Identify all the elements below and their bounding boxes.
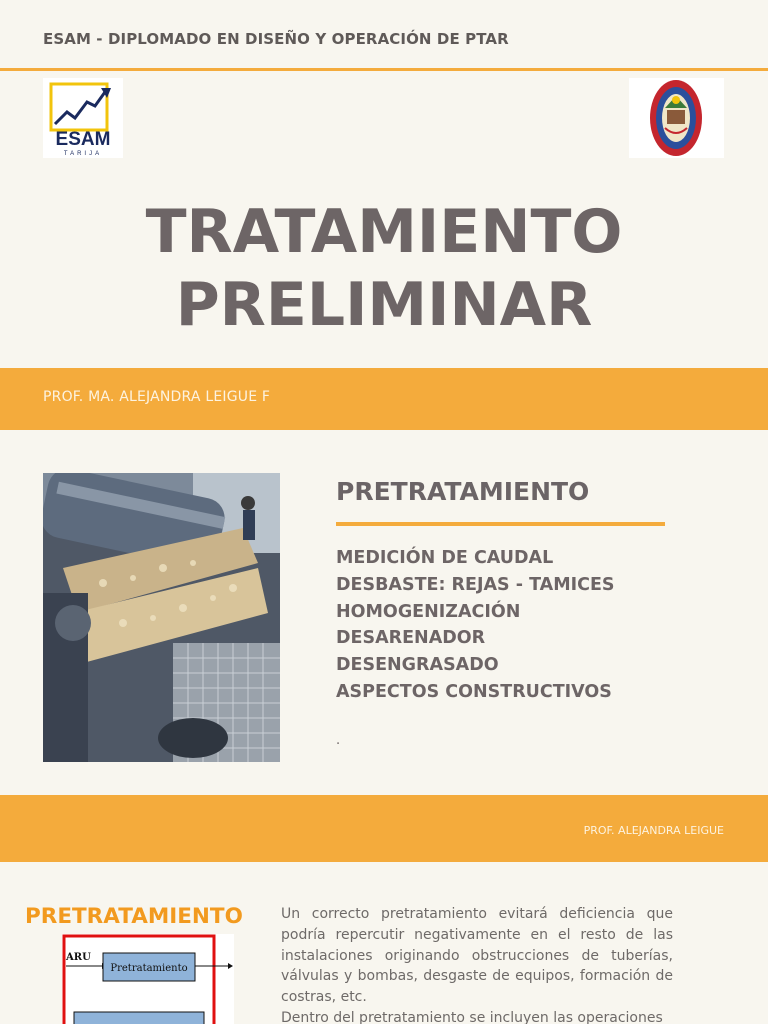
footer-author: PROF. ALEJANDRA LEIGUE [583, 824, 724, 837]
description-paragraph-1: Un correcto pretratamiento evitará deficiencia que podría repercutir negativamente en el resto de las instalaciones originando obstrucciones de tuberías, válvulas y bombas, desgaste de equipos, formación de costras, etc. [281, 906, 673, 1006]
list-item: DESARENADOR [336, 628, 486, 649]
diagram-box-label: Pretratamiento [110, 963, 188, 974]
pretratamiento-description [281, 904, 673, 1024]
list-item: HOMOGENIZACIÓN [336, 601, 521, 622]
header-title: ESAM - DIPLOMADO EN DISEÑO Y OPERACIÓN DE PTAR [43, 30, 509, 48]
diagram-input-label: ARU [66, 952, 91, 963]
list-item: DESENGRASADO [336, 655, 499, 676]
main-title-line-2: PRELIMINAR [175, 270, 593, 340]
author-name: PROF. MA. ALEJANDRA LEIGUE F [43, 389, 271, 405]
list-item: DESBASTE: REJAS - TAMICES [336, 574, 615, 595]
pretratamiento-heading: PRETRATAMIENTO [336, 477, 590, 506]
list-item: ASPECTOS CONSTRUCTIVOS [336, 681, 612, 702]
author-band [0, 368, 768, 430]
list-item: MEDICIÓN DE CAUDAL [336, 548, 554, 568]
description-paragraph-2: Dentro del pretratamiento se incluyen las operaciones [281, 1009, 663, 1024]
header-divider [0, 68, 768, 71]
footer-band [0, 795, 768, 862]
pretratamiento-flow-diagram [62, 934, 234, 1024]
pretratamiento-topic-list [336, 545, 615, 706]
trailing-dot: . [336, 733, 341, 748]
lower-section-heading: PRETRATAMIENTO [25, 904, 243, 929]
pretratamiento-underline [336, 522, 665, 526]
esam-logo-subtext: TARIJA [63, 151, 103, 157]
main-title [0, 196, 768, 342]
esam-logo [43, 78, 123, 158]
esam-logo-text: ESAM [55, 129, 111, 150]
screening-equipment-photo [43, 473, 280, 762]
main-title-line-1: TRATAMIENTO [145, 197, 623, 267]
university-seal-logo [629, 78, 724, 158]
